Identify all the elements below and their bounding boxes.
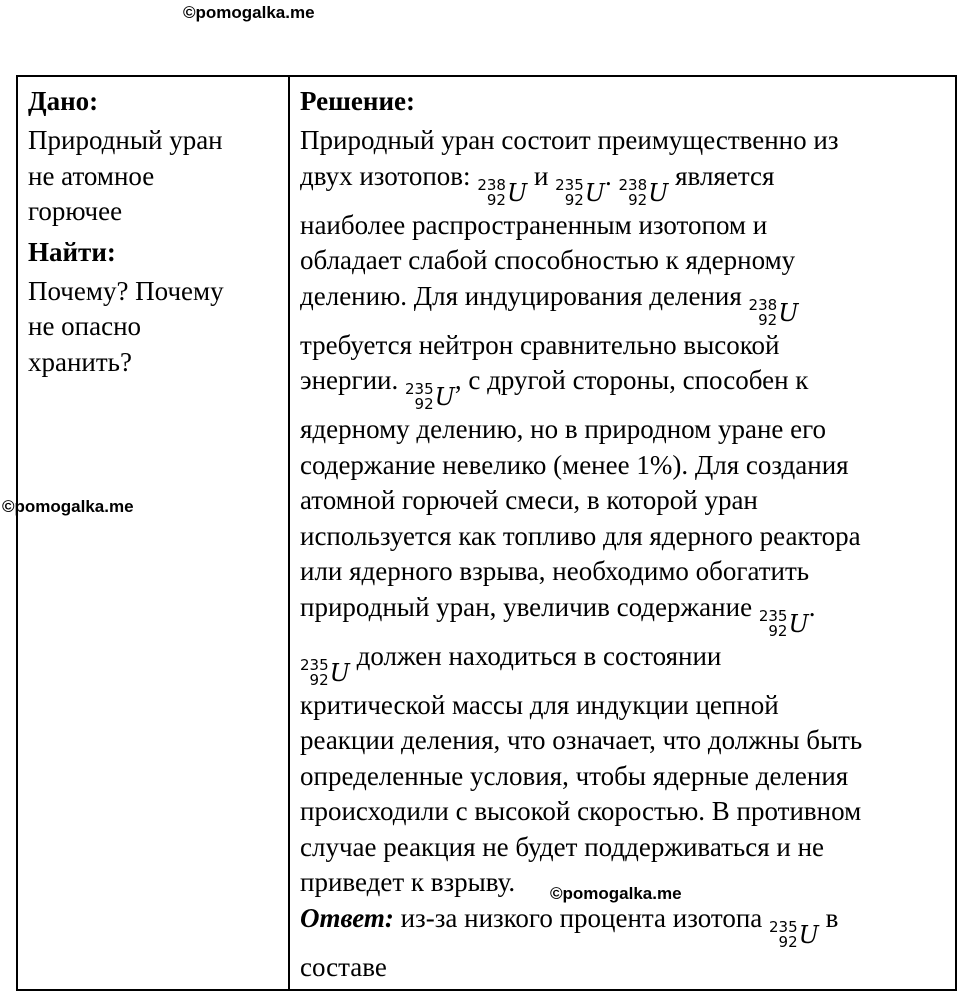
isotope-u238: 238 92 U bbox=[618, 175, 669, 209]
solution-line: атомной горючей смеси, в которой уран bbox=[300, 485, 758, 515]
find-header: Найти: bbox=[28, 236, 116, 267]
solution-line: содержание невелико (менее 1%). Для создания bbox=[300, 449, 849, 480]
given-header: Дано: bbox=[28, 86, 99, 116]
solution-line: ядерному делению, но в природном уране его bbox=[300, 414, 827, 444]
solution-line: используется как топливо для ядерного реактора bbox=[300, 520, 861, 551]
watermark-middle: ©pomogalka.me bbox=[2, 497, 134, 516]
solution-line: Природный уран состоит преимущественно из bbox=[300, 125, 839, 155]
given-text bbox=[28, 123, 280, 230]
given-line: горючее bbox=[28, 196, 123, 226]
solution-line: природный уран, увеличив содержание 235 92 U . bbox=[300, 591, 816, 640]
solution-line: наиболее распространенным изотопом и bbox=[300, 209, 768, 240]
find-text bbox=[28, 274, 280, 381]
isotope-u235: 235 92 U bbox=[405, 380, 455, 413]
given-find-column bbox=[17, 76, 289, 990]
find-line: хранить? bbox=[28, 346, 132, 377]
solution-line: обладает слабой способностью к ядерному bbox=[300, 245, 796, 275]
solution-header: Решение: bbox=[300, 86, 415, 116]
solution-line: критической массы для индукции цепной bbox=[300, 689, 779, 720]
find-line: Почему? Почему bbox=[28, 275, 224, 306]
solution-line: реакции деления, что означает, что должны быть bbox=[300, 725, 863, 755]
solution-line: случае реакция не будет поддерживаться и не bbox=[300, 831, 825, 862]
isotope-u238: 238 92 U bbox=[477, 175, 528, 209]
solution-table bbox=[16, 75, 957, 991]
answer-label: Ответ: bbox=[300, 902, 394, 933]
isotope-u235: 235 92 U bbox=[555, 175, 606, 209]
watermark-bottom: ©pomogalka.me bbox=[550, 884, 682, 903]
given-line: не атомное bbox=[28, 160, 155, 191]
isotope-u235: 235 92 U bbox=[300, 655, 350, 689]
solution-line: 235 92 U должен находиться в состоянии bbox=[300, 640, 722, 689]
isotope-u235: 235 92 U bbox=[758, 606, 809, 640]
answer-line: составе bbox=[300, 951, 387, 982]
isotope-u235: 235 92 U bbox=[769, 917, 819, 951]
solution-line: определенные условия, чтобы ядерные деления bbox=[300, 760, 849, 791]
isotope-u238: 238 92 U bbox=[748, 295, 799, 329]
given-line: Природный уран bbox=[28, 125, 223, 155]
solution-line: делению. Для индуцирования деления 238 92 U bbox=[300, 280, 799, 329]
solution-line: происходили с высокой скоростью. В противном bbox=[300, 796, 862, 826]
solution-column bbox=[289, 76, 956, 990]
solution-line: требуется нейтрон сравнительно высокой bbox=[300, 329, 780, 360]
solution-line: приведет к взрыву. bbox=[300, 867, 516, 897]
find-line: не опасно bbox=[28, 311, 142, 341]
solution-line: энергии. 235 92 U , с другой стороны, способен к bbox=[300, 365, 809, 413]
watermark-top: ©pomogalka.me bbox=[183, 3, 315, 22]
solution-line: или ядерного взрыва, необходимо обогатить bbox=[300, 556, 810, 586]
solution-line: двух изотопов: 238 92 U и 235 92 U . 238 92 U является bbox=[300, 160, 775, 209]
answer-line: Ответ: из-за низкого процента изотопа 235 92 U в bbox=[300, 902, 839, 951]
solution-text bbox=[300, 123, 949, 985]
